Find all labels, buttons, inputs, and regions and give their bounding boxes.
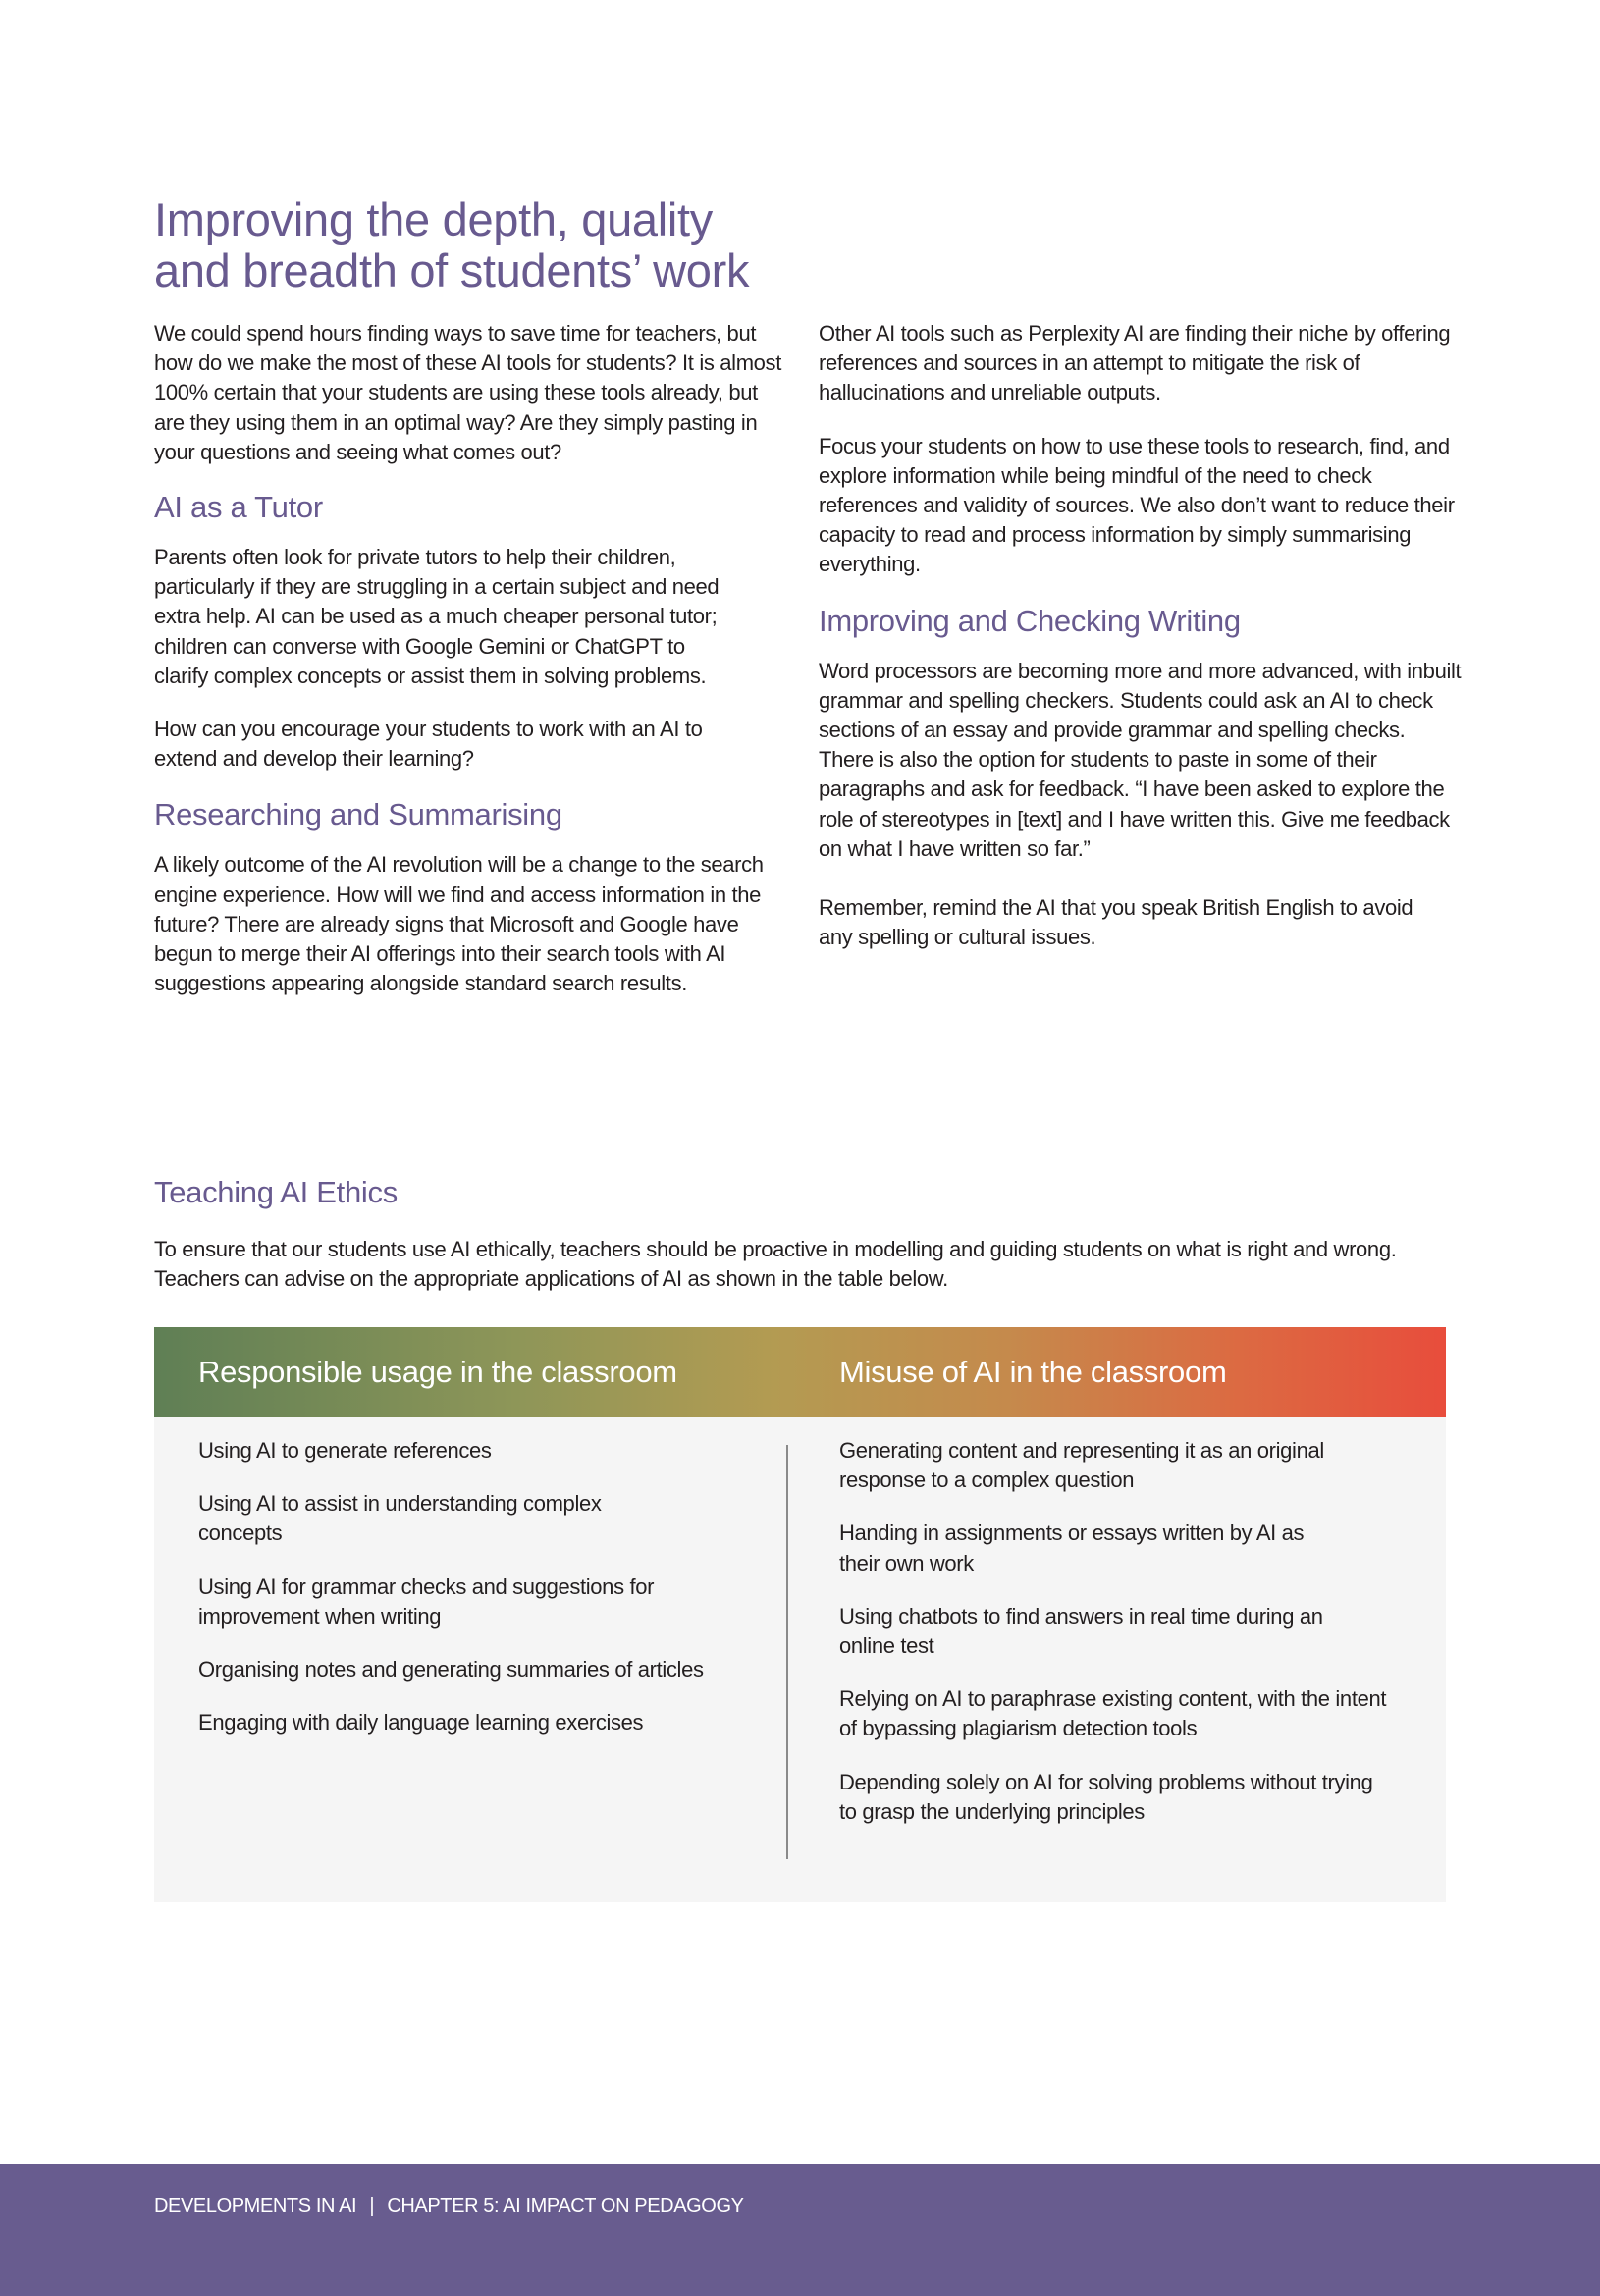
list-item: Using AI to assist in understanding complex concepts	[198, 1491, 602, 1546]
list-item: Generating content and representing it as an original response to a complex question	[839, 1438, 1324, 1493]
list-item: Engaging with daily language learning exercises	[198, 1710, 644, 1735]
focus-paragraph: Focus your students on how to use these tools to research, find, and explore information while being mindful of the need to check references and validity of sources. We also don’t want to reduce their capacity to read and process information by simply summarising everything.	[819, 433, 1455, 577]
section-heading-ai-tutor: AI as a Tutor	[154, 490, 323, 525]
table-header	[154, 1327, 1446, 1417]
list-item: Depending solely on AI for solving problems without trying to grasp the underlying principles	[839, 1769, 1373, 1824]
perplexity-paragraph: Other AI tools such as Perplexity AI are finding their niche by offering references and sources in an attempt to mitigate the risk of hallucinations and unreliable outputs.	[819, 321, 1451, 405]
list-item: Using chatbots to find answers in real time during an online test	[839, 1603, 1323, 1659]
footer-book-title: DEVELOPMENTS IN AI	[154, 2195, 357, 2216]
header-responsible-usage: Responsible usage in the classroom	[198, 1355, 677, 1389]
section-heading-ethics: Teaching AI Ethics	[154, 1175, 398, 1209]
ethics-paragraph: To ensure that our students use AI ethically, teachers should be proactive in modelling and guiding students on what is right and wrong. Teachers can advise on the appropriate applications of AI as shown in the table below.	[154, 1237, 1397, 1292]
right-column	[819, 319, 1467, 952]
list-item: Handing in assignments or essays written by AI as their own work	[839, 1521, 1305, 1575]
misuse-list	[839, 1436, 1428, 1850]
column-divider	[786, 1445, 788, 1859]
footer-running-title	[154, 2194, 744, 2217]
writing-paragraph-2: Remember, remind the AI that you speak British English to avoid any spelling or cultural issues.	[819, 895, 1413, 950]
list-item: Relying on AI to paraphrase existing content, with the intent of bypassing plagiarism detection tools	[839, 1686, 1387, 1741]
left-column	[154, 319, 802, 998]
responsible-usage-list	[198, 1436, 787, 1761]
ai-usage-table	[154, 1327, 1446, 1902]
section-heading-researching: Researching and Summarising	[154, 797, 562, 832]
page-footer	[0, 2164, 1600, 2296]
list-item: Using AI to generate references	[198, 1438, 492, 1463]
list-item: Organising notes and generating summaries of articles	[198, 1657, 704, 1682]
page-title-line-2: and breadth of students’ work	[154, 244, 750, 296]
list-item: Using AI for grammar checks and suggestions for improvement when writing	[198, 1574, 655, 1629]
tutor-paragraph-1: Parents often look for private tutors to help their children, particularly if they are struggling in a certain subject and need extra help. AI can be used as a much cheaper personal tutor; children can converse with Google Gemini or ChatGPT to clarify complex concepts or assist them in solving problems.	[154, 545, 720, 688]
header-misuse: Misuse of AI in the classroom	[839, 1355, 1227, 1389]
page-title	[154, 194, 841, 296]
footer-chapter-title: CHAPTER 5: AI IMPACT ON PEDAGOGY	[387, 2195, 744, 2216]
tutor-paragraph-2: How can you encourage your students to work with an AI to extend and develop their learning?	[154, 717, 703, 772]
writing-paragraph-1: Word processors are becoming more and more advanced, with inbuilt grammar and spelling checkers. Students could ask an AI to check sections of an essay and provide grammar and spelling checks. There is also the option for students to paste in some of their paragraphs and ask for feedback. “I have been asked to explore the role of stereotypes in [text] and I have written this. Give me feedback on what I have written so far.”	[819, 658, 1462, 861]
page-title-line-1: Improving the depth, quality	[154, 193, 714, 245]
research-paragraph: A likely outcome of the AI revolution will be a change to the search engine experience. How will we find and access information in the future? There are already signs that Microsoft and Google have begun to merge their AI offerings into their search tools with AI suggestions appearing alongside standard search results.	[154, 852, 764, 996]
intro-paragraph: We could spend hours finding ways to save time for teachers, but how do we make the most of these AI tools for students? It is almost 100% certain that your students are using these tools already, but are they using them in an optimal way? Are they simply pasting in your questions and seeing what comes out?	[154, 321, 781, 464]
section-heading-writing: Improving and Checking Writing	[819, 603, 1241, 638]
footer-separator: |	[369, 2195, 375, 2216]
